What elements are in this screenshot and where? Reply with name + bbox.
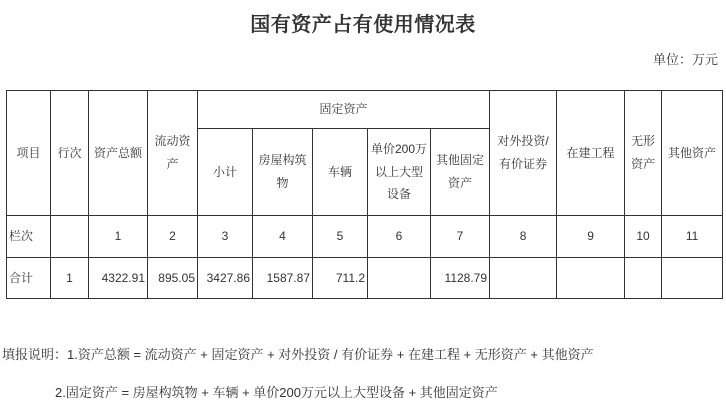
column-index-row-no bbox=[51, 216, 89, 258]
total-row-label: 合计 bbox=[7, 258, 51, 299]
column-index-10: 10 bbox=[625, 216, 662, 258]
header-cell-other-fixed-assets: 其他固定资产 bbox=[431, 129, 490, 216]
total-row bbox=[7, 258, 723, 299]
column-index-8: 8 bbox=[490, 216, 557, 258]
large-equipment-value bbox=[368, 258, 431, 299]
header-cell-other-assets: 其他资产 bbox=[662, 91, 723, 216]
total-row-no: 1 bbox=[51, 258, 89, 299]
column-index-2: 2 bbox=[148, 216, 198, 258]
note-line-2: 2.固定资产 = 房屋构筑物 + 车辆 + 单价200万元以上大型设备 + 其他固定资产 bbox=[55, 385, 498, 400]
header-row-group bbox=[7, 91, 723, 129]
column-index-5: 5 bbox=[313, 216, 368, 258]
header-cell-buildings: 房屋构筑物 bbox=[253, 129, 313, 216]
unit-label: 单位：万元 bbox=[652, 52, 718, 67]
other-fixed-assets-value: 1128.79 bbox=[431, 258, 490, 299]
header-cell-construction-in-progress: 在建工程 bbox=[557, 91, 625, 216]
current-assets-value: 895.05 bbox=[148, 258, 198, 299]
note-line-1: 填报说明：1.资产总额 = 流动资产 + 固定资产 + 对外投资 / 有价证券 + 在建工程 + 无形资产 + 其他资产 bbox=[2, 347, 594, 362]
header-cell-intangible-assets: 无形资产 bbox=[625, 91, 662, 216]
column-index-label: 栏次 bbox=[7, 216, 51, 258]
header-cell-project: 项目 bbox=[7, 91, 51, 216]
page-title: 国有资产占有使用情况表 bbox=[250, 14, 476, 36]
total-assets-value: 4322.91 bbox=[89, 258, 148, 299]
column-index-1: 1 bbox=[89, 216, 148, 258]
column-index-4: 4 bbox=[253, 216, 313, 258]
column-index-6: 6 bbox=[368, 216, 431, 258]
column-index-3: 3 bbox=[198, 216, 253, 258]
fixed-subtotal-value: 3427.86 bbox=[198, 258, 253, 299]
other-assets-value bbox=[662, 258, 723, 299]
buildings-value: 1587.87 bbox=[253, 258, 313, 299]
column-index-row bbox=[7, 216, 723, 258]
header-cell-fixed-subtotal: 小计 bbox=[198, 129, 253, 216]
construction-in-progress-value bbox=[557, 258, 625, 299]
external-investment-value bbox=[490, 258, 557, 299]
header-cell-large-equipment: 单价200万以上大型设备 bbox=[368, 129, 431, 216]
intangible-assets-value bbox=[625, 258, 662, 299]
asset-table bbox=[6, 90, 723, 299]
header-cell-external-investment: 对外投资/有价证券 bbox=[490, 91, 557, 216]
vehicles-value: 711.2 bbox=[313, 258, 368, 299]
header-cell-row-no: 行次 bbox=[51, 91, 89, 216]
header-cell-total-assets: 资产总额 bbox=[89, 91, 148, 216]
header-cell-current-assets: 流动资产 bbox=[148, 91, 198, 216]
column-index-9: 9 bbox=[557, 216, 625, 258]
header-cell-fixed-assets-group: 固定资产 bbox=[198, 91, 490, 129]
column-index-7: 7 bbox=[431, 216, 490, 258]
header-cell-vehicles: 车辆 bbox=[313, 129, 368, 216]
column-index-11: 11 bbox=[662, 216, 723, 258]
